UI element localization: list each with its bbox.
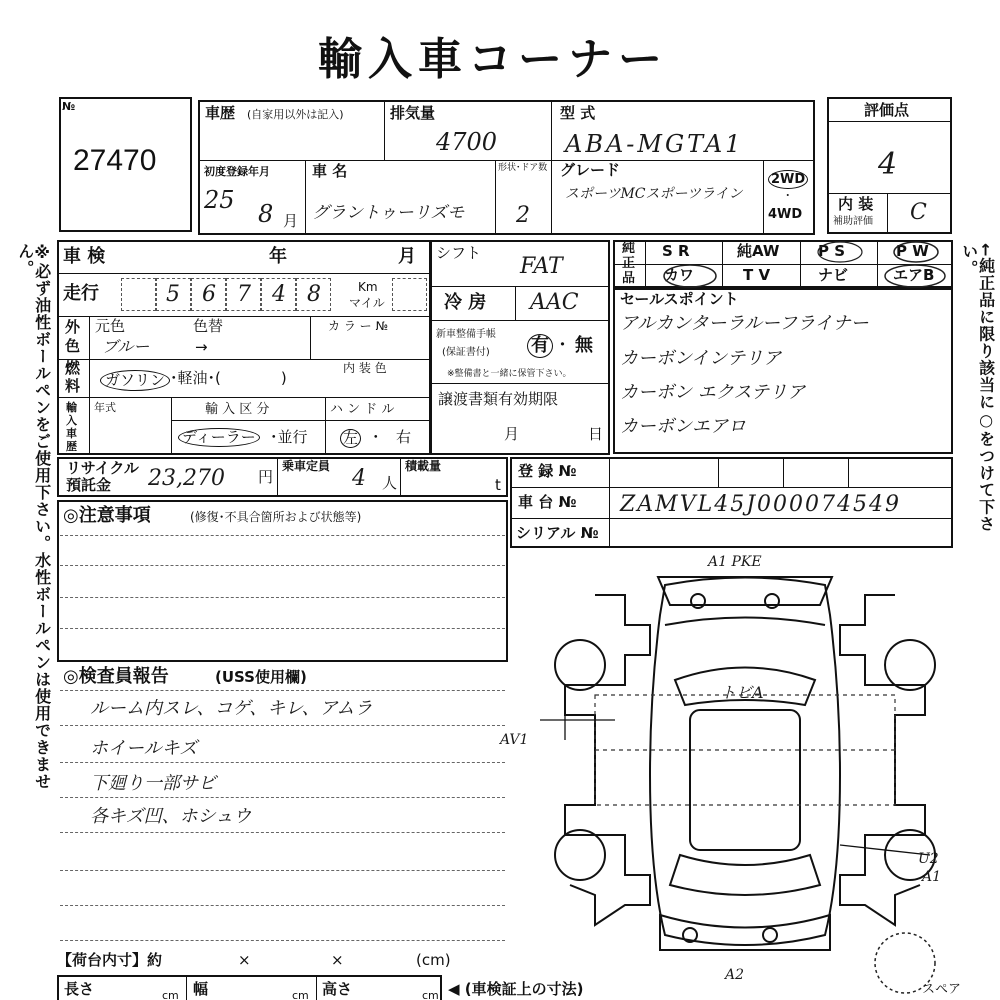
recycle-label-1: リサイクル — [66, 459, 139, 477]
first-reg-year: 25 — [204, 186, 235, 214]
drive-sep: ･ — [785, 189, 791, 202]
notes-title: ◎注意事項 — [63, 505, 151, 526]
import-parallel: ･並行 — [270, 428, 308, 446]
capacity-unit: 人 — [382, 474, 398, 492]
registration-no-label: 登 録 № — [518, 462, 577, 480]
inspector-title: ◎検査員報告 — [63, 666, 169, 687]
import-label-4: 歴 — [66, 440, 77, 453]
cargo-unit: (cm) — [416, 951, 451, 969]
fuel-label-2: 料 — [65, 377, 81, 395]
maintenance-note: ※整備書と一緒に保管下さい。 — [447, 369, 572, 379]
doors-value: 2 — [516, 203, 530, 228]
genuine-navi: ナビ — [818, 266, 849, 284]
history-note: (自家用以外は記入) — [247, 108, 344, 121]
sales-point-item: カーボンインテリア — [620, 348, 782, 369]
grade-label: グレード — [560, 161, 621, 179]
cargo-width-unit: cm — [292, 989, 309, 1000]
mileage-digit: 8 — [307, 282, 321, 307]
drive-4wd: 4WD — [768, 207, 803, 222]
genuine-sr: S R — [662, 242, 690, 260]
inspector-sub: (USS使用欄) — [215, 668, 307, 686]
shift-label: シフト — [436, 244, 482, 262]
color-no-label: カ ラ ー № — [328, 319, 388, 333]
sales-point-item: アルカンターラルーフライナー — [620, 313, 869, 334]
inspector-line: ホイールキズ — [90, 738, 198, 759]
first-reg-month-unit: 月 — [283, 212, 299, 230]
mileage-label: 走行 — [63, 283, 99, 304]
fuel-others: ･軽油･( ) — [170, 369, 287, 387]
import-label-3: 車 — [66, 427, 77, 440]
genuine-label-2: 正 — [622, 256, 636, 271]
car-diagram — [540, 555, 980, 975]
inspection-label: 車 検 — [63, 246, 106, 267]
lot-label: № — [62, 100, 76, 113]
cargo-height-label: 高さ — [322, 980, 353, 998]
sales-points-label: セールスポイント — [620, 290, 739, 308]
side-note-right: ←純正品に限り該当に○をつけて下さい。 — [959, 243, 996, 533]
mileage-digit: 4 — [272, 282, 286, 307]
import-label-2: 入 — [66, 414, 77, 427]
exterior-label-2: 色 — [65, 337, 81, 355]
recycle-label-2: 預託金 — [66, 476, 112, 494]
cargo-dims-box — [57, 975, 442, 1000]
interior-label: 内 装 — [838, 195, 874, 213]
genuine-leather: カワ — [664, 266, 695, 284]
genuine-ps: P S — [818, 242, 846, 260]
side-note-left: ※必ず油性ボールペンをご使用下さい。水性ボールペンは使用できません。 — [15, 243, 52, 790]
recycle-value: 23,270 — [148, 466, 225, 491]
serial-no-label: シリアル № — [516, 524, 599, 542]
import-dealer: ディーラー — [178, 428, 260, 447]
cargo-height-unit: cm — [422, 989, 439, 1000]
exterior-arrow: → — [195, 338, 208, 356]
import-class-label: 輸 入 区 分 — [205, 402, 270, 417]
load-label: 積載量 — [405, 459, 442, 473]
car-name-value: グラントゥーリズモ — [312, 203, 465, 223]
rating-label: 評価点 — [864, 101, 910, 119]
mileage-unit-mile: マイル — [349, 296, 385, 310]
inspector-line: ルーム内スレ、コゲ、キレ、アムラ — [90, 698, 373, 719]
displacement-label: 排気量 — [390, 104, 436, 122]
doors-label: 形状･ドア数 — [498, 163, 548, 173]
lot-number: 27470 — [73, 144, 157, 177]
genuine-aw: 純AW — [737, 242, 780, 260]
mileage-digit: 6 — [202, 282, 216, 307]
damage-mark: A1 PKE — [708, 554, 762, 570]
capacity-label: 乗車定員 — [282, 459, 331, 473]
exterior-label-1: 外 — [65, 318, 81, 336]
damage-mark: U2 — [918, 851, 939, 867]
model-label: 型 式 — [560, 104, 596, 122]
sales-point-item: カーボン エクステリア — [620, 382, 806, 403]
damage-mark: トビA — [720, 683, 764, 702]
car-name-label: 車 名 — [312, 162, 348, 180]
genuine-label-3: 品 — [622, 271, 636, 286]
maintenance-no: 無 — [575, 335, 593, 356]
interior-sub: 補助評価 — [833, 216, 873, 227]
interior-value: C — [910, 200, 927, 225]
cargo-length-label: 長さ — [64, 980, 95, 998]
chassis-no-value: ZAMVL45J000074549 — [620, 492, 901, 517]
cargo-note: ◀ (車検証上の寸法) — [448, 980, 584, 998]
load-unit: t — [495, 476, 501, 494]
interior-color-label: 内 装 色 — [343, 361, 387, 375]
transfer-label: 譲渡書類有効期限 — [438, 390, 559, 408]
exterior-color-value: ブルー — [102, 337, 150, 356]
cargo-x1: × — [238, 951, 251, 969]
genuine-label-1: 純 — [622, 241, 636, 256]
first-reg-month: 8 — [258, 200, 274, 228]
cargo-width-label: 幅 — [193, 980, 209, 998]
maintenance-sep: ･ — [558, 335, 567, 356]
notes-sub: (修復･不具合箇所および状態等) — [190, 510, 362, 524]
orig-color-label: 元色 — [95, 317, 126, 335]
genuine-tv: T V — [743, 266, 771, 284]
inspection-month: 月 — [398, 246, 416, 267]
sales-point-item: カーボンエアロ — [620, 416, 746, 437]
inspector-line: 下廻り一部サビ — [90, 773, 216, 794]
handle-label: ハ ン ド ル — [330, 402, 395, 417]
displacement-value: 4700 — [436, 128, 498, 156]
cargo-length-unit: cm — [162, 989, 179, 1000]
page-title: 輸入車コーナー — [318, 34, 668, 85]
history-label: 車歴 — [205, 104, 236, 122]
drive-2wd: 2WD — [768, 170, 808, 189]
mileage-digit: 7 — [237, 282, 251, 307]
rating-value: 4 — [878, 147, 898, 182]
damage-mark: A1 — [922, 869, 942, 885]
ac-value: AAC — [530, 290, 579, 315]
transfer-day: 日 — [588, 425, 604, 443]
import-label-1: 輸 — [66, 401, 77, 414]
shift-value: FAT — [520, 254, 563, 279]
maintenance-sub: (保証書付) — [442, 347, 490, 358]
genuine-pw: P W — [896, 242, 929, 260]
maintenance-yes: 有 — [527, 334, 553, 358]
handle-right: 右 — [396, 428, 412, 446]
mileage-unit-km: Km — [358, 280, 378, 294]
inspector-line: 各キズ凹、ホシュウ — [90, 806, 252, 827]
inspection-year: 年 — [269, 246, 287, 267]
ac-label: 冷 房 — [444, 292, 487, 313]
import-year-label: 年式 — [94, 401, 116, 414]
transfer-month: 月 — [504, 425, 520, 443]
handle-sep: ･ — [372, 428, 380, 446]
capacity-value: 4 — [352, 466, 366, 491]
recycle-unit: 円 — [258, 468, 274, 486]
first-reg-label: 初度登録年月 — [204, 165, 270, 178]
grade-value: スポーツMCスポーツライン — [565, 186, 743, 202]
model-value: ABA-MGTA1 — [565, 130, 744, 158]
cargo-title: 【荷台内寸】約 — [57, 951, 163, 969]
handle-left: 左 — [340, 429, 361, 448]
damage-mark: A2 — [725, 967, 745, 983]
chassis-no-label: 車 台 № — [518, 493, 577, 511]
fuel-gasoline: ガソリン — [100, 370, 170, 391]
maintenance-label: 新車整備手帳 — [436, 329, 496, 340]
cargo-x2: × — [331, 951, 344, 969]
spare-label: スペア — [922, 982, 962, 997]
repaint-label: 色替 — [193, 317, 224, 335]
mileage-digit: 5 — [166, 282, 180, 307]
damage-mark: AV1 — [500, 732, 529, 748]
genuine-airbag: エアB — [893, 266, 935, 284]
fuel-label-1: 燃 — [65, 359, 81, 377]
